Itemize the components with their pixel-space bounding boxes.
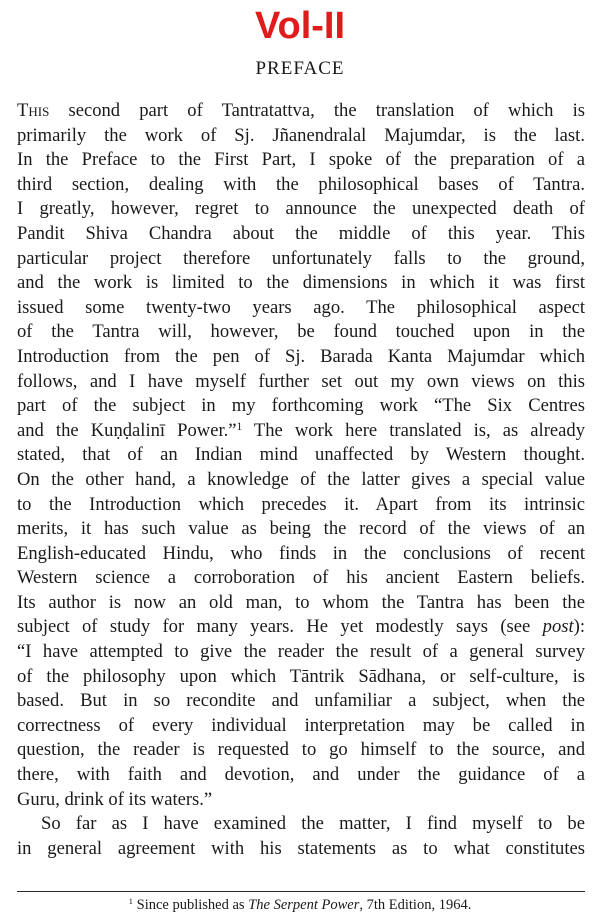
text-line-11: Introduction from the pen of Sj. Barada Kanta Majumdar which bbox=[17, 345, 585, 367]
volume-title: Vol-II bbox=[254, 5, 346, 47]
text-line-8: and the work is limited to the dimensions in which it was first bbox=[17, 272, 585, 294]
footnote bbox=[0, 895, 600, 915]
text-line-23: “I have attempted to give the reader the result of a general survey bbox=[17, 641, 585, 663]
text-line-6: Pandit Shiva Chandra about the middle of this year. This bbox=[17, 222, 585, 244]
text-line-5: I greatly, however, regret to announce the unexpected death of bbox=[17, 198, 585, 220]
footnote-book-title: The Serpent Power bbox=[248, 897, 360, 913]
text-line-7: particular project therefore unfortunately falls to the ground, bbox=[17, 247, 585, 269]
text-line-10: of the Tantra will, however, be found touched upon in the bbox=[17, 321, 585, 343]
text-line-9: issued some twenty-two years ago. The philosophical aspect bbox=[17, 296, 585, 318]
text-line-22 bbox=[17, 615, 585, 640]
text-line-28: there, with faith and devotion, and under the guidance of a bbox=[17, 764, 585, 786]
footnote-marker: 1 bbox=[128, 896, 133, 907]
text-line-1 bbox=[17, 99, 585, 124]
text-line-3: In the Preface to the First Part, I spoke of the preparation of a bbox=[17, 149, 585, 171]
preface-body bbox=[17, 99, 585, 861]
footnote-divider bbox=[17, 891, 585, 892]
italic-post: post bbox=[542, 616, 574, 638]
text-line-30: So far as I have examined the matter, I find myself to be bbox=[41, 813, 585, 835]
text-line-21: Its author is now an old man, to whom the Tantra has been the bbox=[17, 591, 585, 613]
line-14-part-b: The work here translated is, as already bbox=[242, 419, 585, 441]
first-word: This bbox=[17, 100, 50, 121]
text-line-19: English-educated Hindu, who finds in the conclusions of recent bbox=[17, 542, 585, 564]
text-line-12: follows, and I have myself further set out my own views on this bbox=[17, 370, 585, 392]
footnote-text-b: , 7th Edition, 1964. bbox=[359, 897, 472, 913]
footnote-text-a: Since published as bbox=[133, 897, 249, 913]
text-line-31: in general agreement with his statements as to what constitutes bbox=[17, 837, 585, 859]
text-line-4: third section, dealing with the philosophical bases of Tantra. bbox=[17, 173, 585, 195]
text-line-26: correctness of every individual interpretation may be called in bbox=[17, 714, 585, 736]
line-22-part-a: subject of study for many years. He yet modestly says (see bbox=[17, 616, 543, 638]
text-line-18: merits, it has such value as being the record of the views of an bbox=[17, 518, 585, 540]
text-line-2: primarily the work of Sj. Jñanendralal Majumdar, is the last. bbox=[17, 124, 585, 146]
text-line-13: part of the subject in my forthcoming work “The Six Centres bbox=[17, 395, 585, 417]
text-line-16: On the other hand, a knowledge of the latter gives a special value bbox=[17, 468, 585, 490]
line-22-part-b: ): bbox=[573, 616, 585, 638]
preface-heading: PREFACE bbox=[255, 58, 345, 79]
first-line-rest: second part of Tantratattva, the translation of which is bbox=[49, 100, 585, 121]
text-line-14 bbox=[17, 419, 585, 444]
text-line-25: based. But in so recondite and unfamiliar a subject, when the bbox=[17, 690, 585, 712]
text-line-29: Guru, drink of its waters.” bbox=[17, 788, 213, 810]
text-line-27: question, the reader is requested to go himself to the source, and bbox=[17, 739, 585, 761]
text-line-17: to the Introduction which precedes it. Apart from its intrinsic bbox=[17, 493, 585, 515]
text-line-24: of the philosophy upon which Tāntrik Sādhana, or self-culture, is bbox=[17, 665, 585, 687]
text-line-15: stated, that of an Indian mind unaffected by Western thought. bbox=[17, 444, 585, 466]
line-14-part-a: and the Kuṇḍalinī Power.” bbox=[17, 419, 237, 441]
footnote-reference: 1 bbox=[236, 420, 243, 433]
text-line-20: Western science a corroboration of his ancient Eastern beliefs. bbox=[17, 567, 585, 589]
